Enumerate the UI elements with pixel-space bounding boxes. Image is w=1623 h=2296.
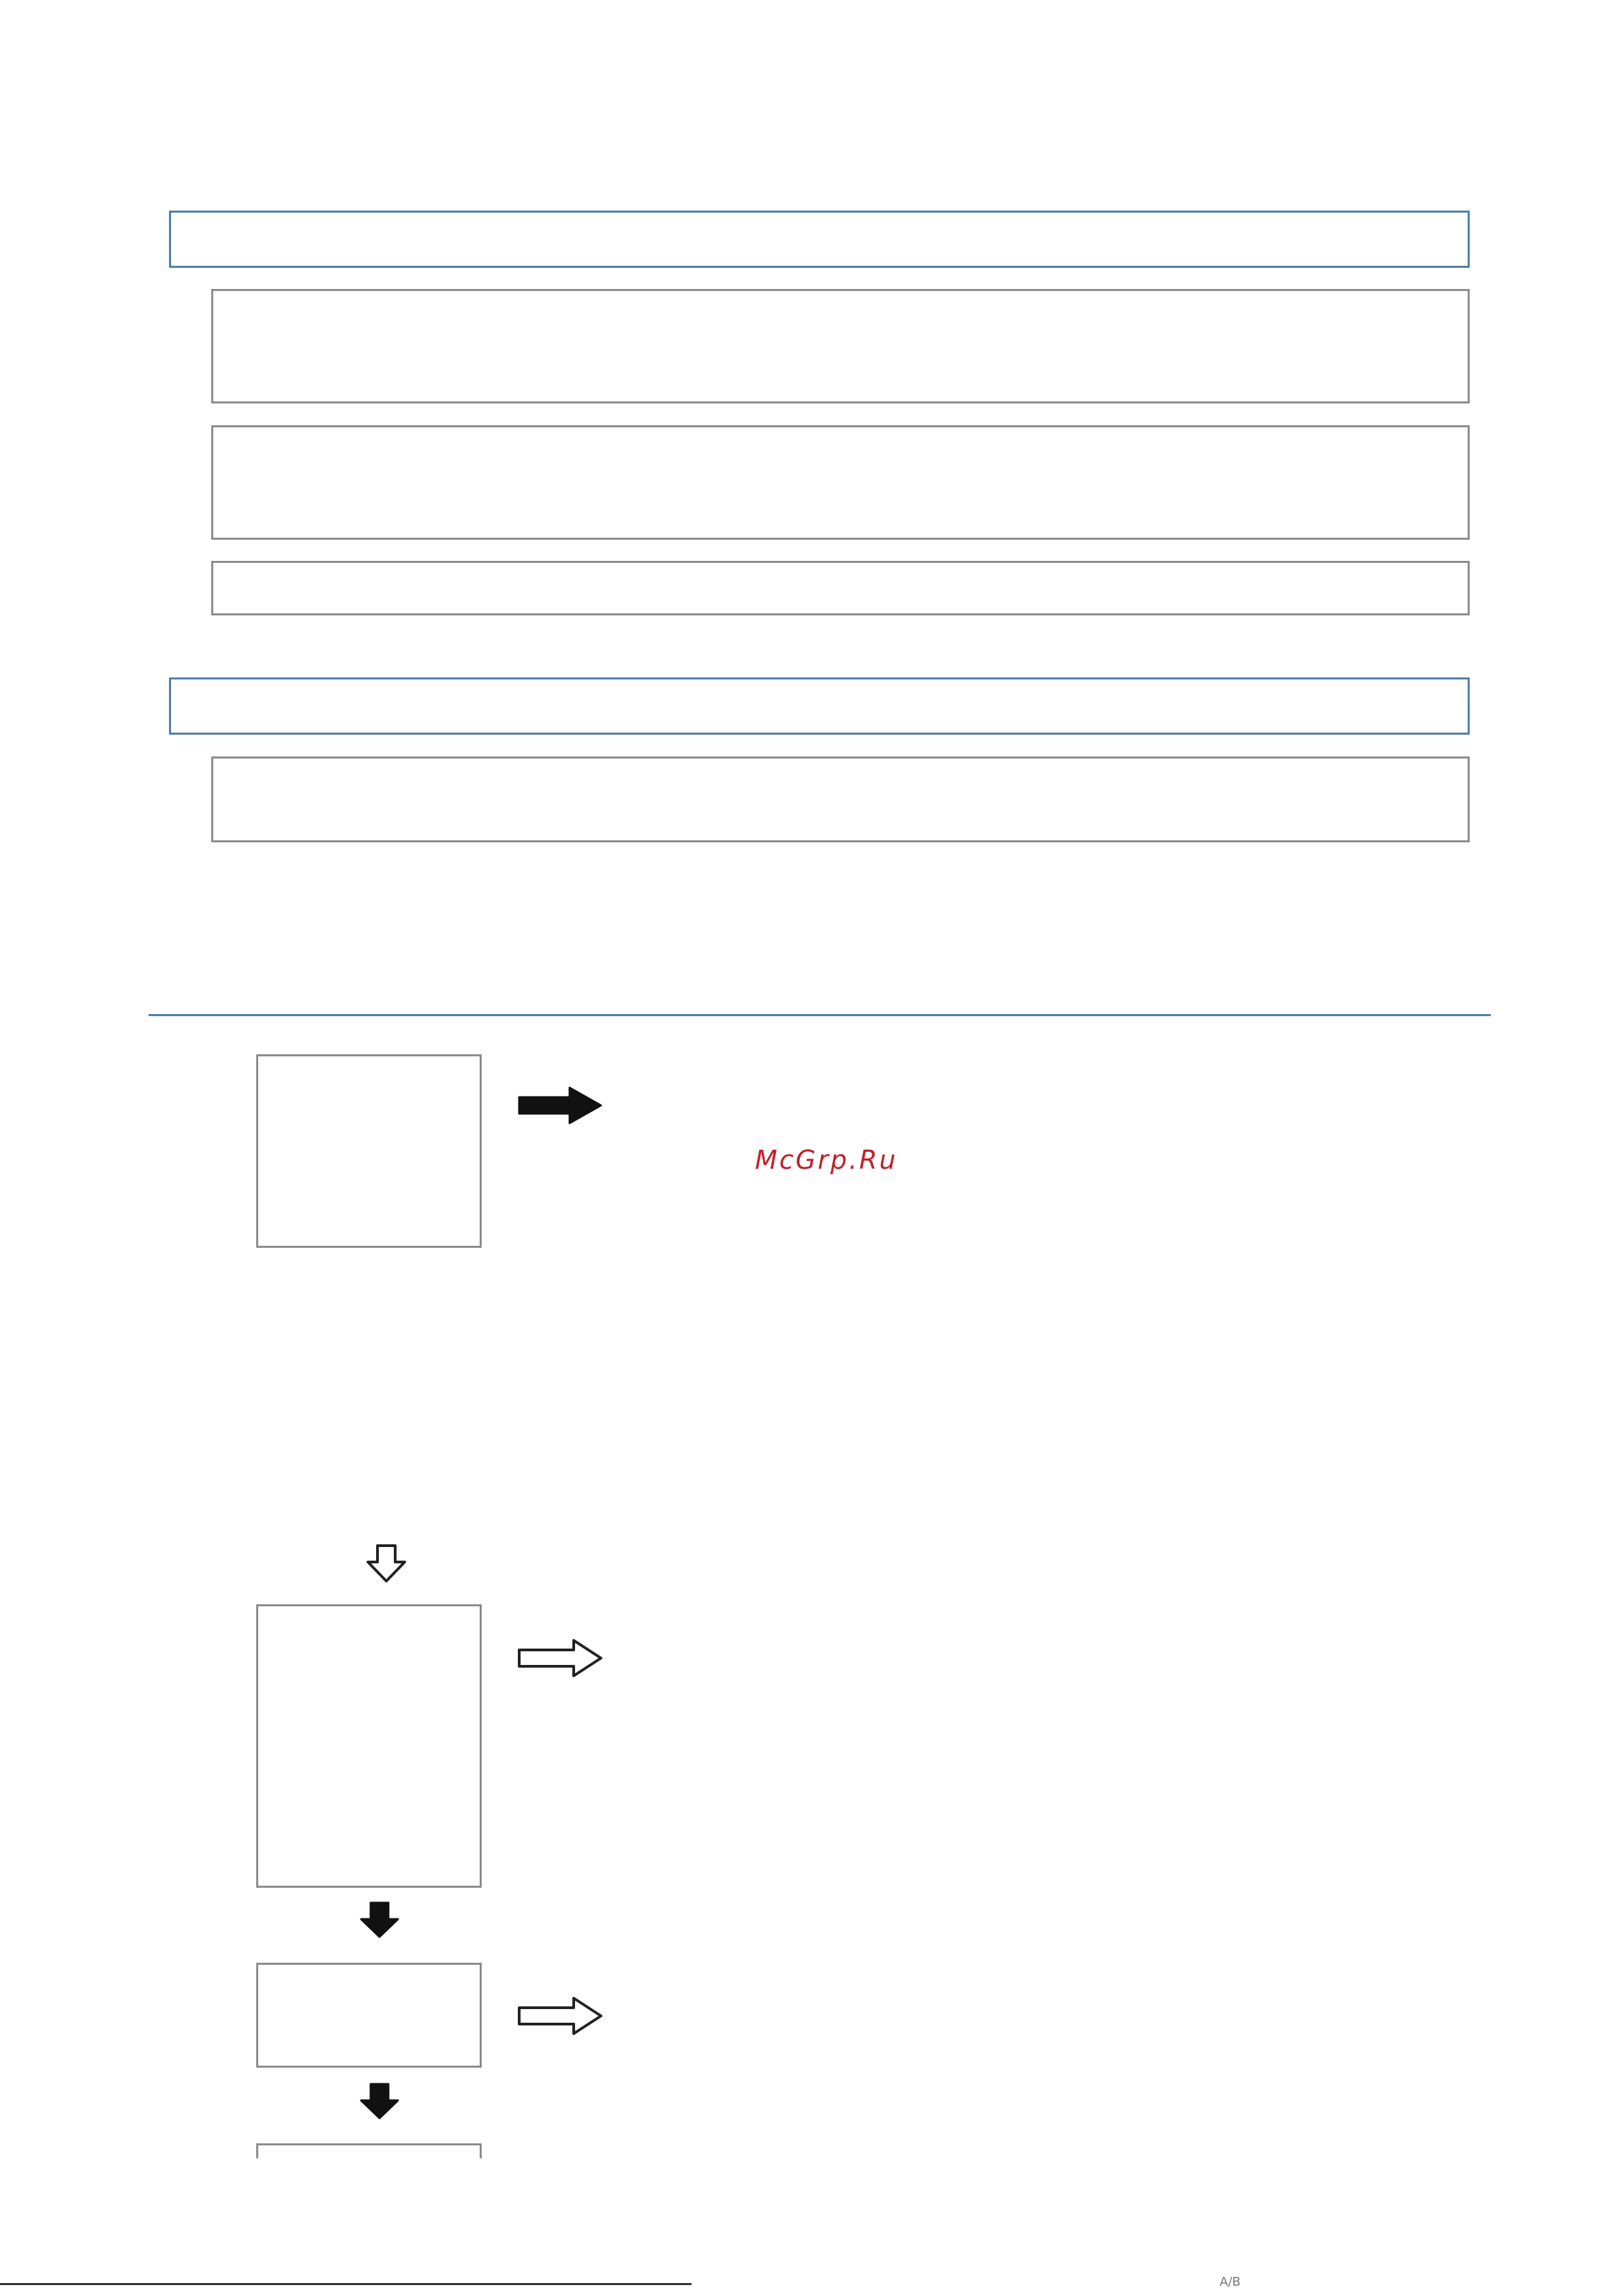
down-arrow-solid-icon-2 [358,2081,401,2121]
right-arrow-outline-icon-1 [516,1638,604,1679]
down-arrow-solid-icon-1 [358,1900,401,1940]
right-arrow-outline-icon-2 [516,1995,604,2036]
section-divider [149,1014,1491,1016]
footer-page-mark: A/B [1220,2275,1241,2289]
flow-box-2 [256,1604,482,1888]
content-box-2 [211,425,1470,540]
flow-box-1 [256,1054,482,1248]
right-arrow-solid-icon [516,1085,604,1126]
content-box-4 [211,756,1470,842]
content-box-3 [211,561,1470,615]
flow-box-4 [256,2143,482,2158]
footer-rule [0,2283,692,2285]
section-header-box-1 [169,211,1470,268]
content-box-1 [211,289,1470,403]
down-arrow-outline-icon [365,1543,407,1584]
watermark-text: McGrp.Ru [755,1145,898,1175]
flow-box-3 [256,1963,482,2068]
section-header-box-2 [169,677,1470,735]
